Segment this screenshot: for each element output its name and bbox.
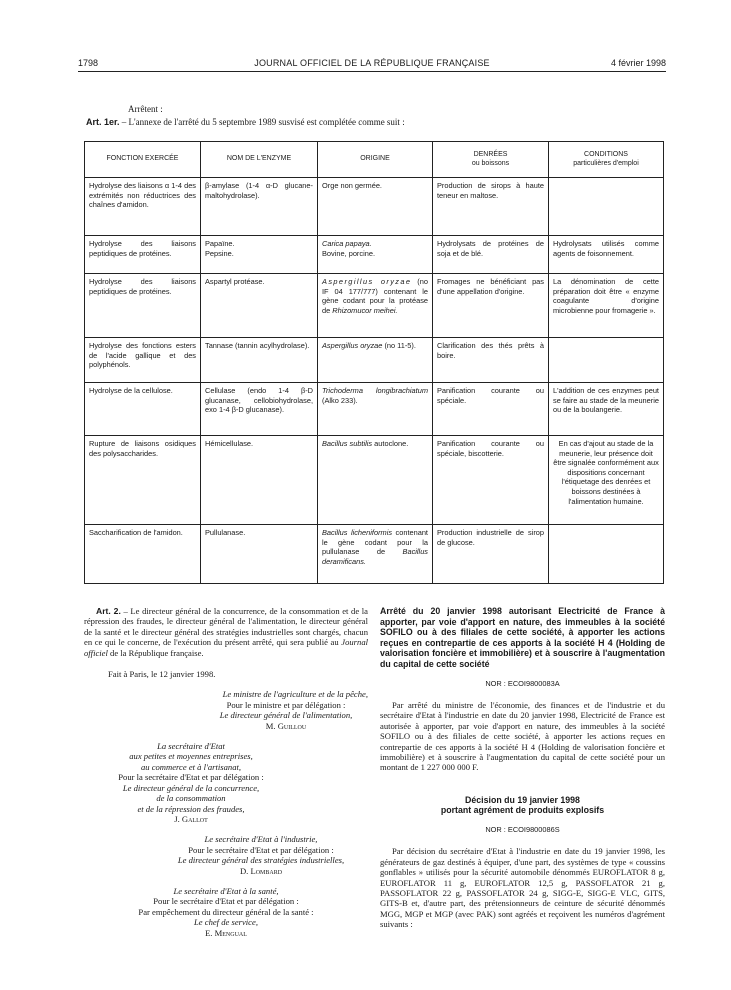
- table-row: [85, 383, 664, 436]
- cell-denrees: Production industrielle de sirop de glucose.: [433, 525, 549, 584]
- cell-fonction: Saccharification de l'amidon.: [85, 525, 201, 584]
- cell-enzyme: β-amylase (1-4 α-D glucane-maltohydrolase).: [201, 178, 318, 236]
- signatory-line: La secrétaire d'Etat: [157, 741, 225, 752]
- cell-denrees: Clarification des thés prêts à boire.: [433, 338, 549, 383]
- table-row: [85, 274, 664, 338]
- signatory-line: Pour la secrétaire d'Etat et par délégation :: [118, 772, 264, 783]
- cell-denrees: Fromages ne bénéficiant pas d'une appellation d'origine.: [433, 274, 549, 338]
- enzyme-line: Pepsine.: [205, 248, 234, 258]
- signature-block-sante: [84, 886, 368, 938]
- article-2: [84, 606, 368, 658]
- article-2-end: de la République française.: [107, 647, 204, 658]
- header-denrees: [433, 142, 549, 178]
- signatory-line: Pour le secrétaire d'Etat et par délégation :: [188, 844, 334, 855]
- origine-line: Bovine, porcine.: [322, 248, 375, 258]
- cell-origine: [318, 338, 433, 383]
- origine-species: Bacillus deramificans.: [322, 547, 428, 566]
- origine-species: Rhizomucor meihei.: [332, 305, 398, 315]
- signatory-line: aux petites et moyennes entreprises,: [129, 751, 253, 762]
- signatory-line: Le secrétaire d'Etat à l'industrie,: [204, 834, 318, 845]
- cell-fonction: Hydrolyse des liaisons peptidiques de protéines.: [85, 274, 201, 338]
- page-number: 1798: [78, 58, 99, 68]
- enzyme-line: Papaïne.: [205, 239, 235, 248]
- decision-19-janvier-body: Par décision du secrétaire d'Etat à l'industrie en date du 19 janvier 1998, les générateurs de gaz destinés à équiper, d'une part, des systèmes de type « coussins gonflables » utilisés pour la sécurité automobile dénommés EUROFLATOR 8 g, EUROFLATOR 11 g, EUROFLATOR 12,5 g, PASSOFLATOR 21 g, PASSOFLATOR 22 g, PASSOFLATOR 24 g, SIGG-E, SIGG-E VLC, GITS, GITS-B et, d'autre part, des prétensionneurs de ceinture de sécurité dénommés MGG, MGP et MGP (avec PAK) sont agréés et reçoivent les numéros d'agrément suivants :: [380, 846, 665, 930]
- signature-block-industrie: [84, 834, 368, 876]
- nor-reference: NOR : ECOI9800083A: [485, 678, 560, 688]
- origine-text: autoclone.: [372, 439, 409, 448]
- article-2-text: – Le directeur général de la concurrence, de la consommation et de la répression des fraudes, le directeur général de l'alimentation, le directeur général de la santé et le directeur général des stratégies industrielles sont chargés, chacun en ce qui le concerne, de l'exécution du présent arrêté, qui sera publié au: [84, 606, 368, 648]
- signatory-line: Le ministre de l'agriculture et de la pêche,: [222, 689, 368, 700]
- header-origine: ORIGINE: [318, 142, 433, 178]
- header-conditions-line1: CONDITIONS: [584, 151, 628, 158]
- signatory-line: Pour le secrétaire d'Etat et par délégation :: [153, 896, 299, 907]
- nor-reference: NOR : ECOI9800086S: [485, 825, 560, 834]
- cell-conditions: [549, 338, 664, 383]
- journal-officiel-ref: Journal officiel: [84, 637, 368, 658]
- origine-species: Aspergillus oryzae: [322, 341, 383, 350]
- arrete-20-janvier-body: Par arrêté du ministre de l'économie, des finances et de l'industrie et du secrétaire d'Etat à l'industrie en date du 20 janvier 1998, Electricité de France est autorisée à apporter, par voie d'apport en nature, des immeubles à la société SOFILO ou à des filiales de cette société, à apporter les actions reçues en contrepartie de ces apports à la société H 4 (Holding de valorisation foncière et immobilière) et à souscrire à l'augmentation du capital de cette société pour un montant de 1 227 000 000 F.: [380, 699, 665, 773]
- decision-19-janvier-title-line2: portant agrément de produits explosifs: [440, 805, 605, 816]
- origine-text: contenant le gène codant pour la pullulanase de: [322, 528, 428, 557]
- cell-denrees: Production de sirops à haute teneur en maltose.: [433, 178, 549, 236]
- signatory-name: D. Lombard: [239, 865, 283, 876]
- cell-conditions: La dénomination de cette préparation doit être « enzyme coagulante d'origine microbienne pour fromagerie ».: [549, 274, 664, 338]
- header-rule: [78, 71, 666, 72]
- cell-denrees: Hydrolysats de protéines de soja et de blé.: [433, 236, 549, 274]
- signatory-line: Le directeur général de la concurrence,: [122, 782, 260, 793]
- cell-enzyme: Hémicellulase.: [201, 436, 318, 525]
- cell-origine: [318, 436, 433, 525]
- header-fonction: FONCTION EXERCÉE: [85, 142, 201, 178]
- origine-species: Bacillus subtilis: [322, 439, 373, 448]
- signatory-line: Le directeur général des stratégies industrielles,: [177, 855, 345, 866]
- origine-species: Trichoderma longibrachiatum: [322, 386, 428, 395]
- origine-species: Bacillus licheniformis: [322, 528, 393, 537]
- enzyme-annex-table: [84, 141, 664, 584]
- table-header-row: [85, 142, 664, 178]
- cell-enzyme: Tannase (tannin acylhydrolase).: [201, 338, 318, 383]
- signatory-line: au commerce et à l'artisanat,: [140, 761, 242, 772]
- cell-origine: [318, 525, 433, 584]
- cell-denrees: Panification courante ou spéciale, biscotterie.: [433, 436, 549, 525]
- cell-fonction: Hydrolyse de la cellulose.: [85, 383, 201, 436]
- signatory-line: Le directeur général de l'alimentation,: [219, 710, 353, 721]
- table-row: [85, 525, 664, 584]
- header-denrees-line2: ou boissons: [471, 159, 510, 167]
- article-1-label: Art. 1er.: [86, 117, 120, 127]
- cell-enzyme: [201, 236, 318, 274]
- signatory-line: et de la répression des fraudes,: [137, 803, 245, 814]
- table-row: [85, 178, 664, 236]
- signatory-name: M. Guillou: [265, 720, 307, 731]
- journal-title: JOURNAL OFFICIEL DE LA RÉPUBLIQUE FRANÇAISE: [254, 58, 490, 68]
- cell-enzyme: Cellulase (endo 1-4 β-D glucanase, cellobiohydrolase, exo 1-4 β-D glucanase).: [201, 383, 318, 436]
- origine-text: (Alko 233).: [322, 395, 358, 405]
- cell-fonction: Rupture de liaisons osidiques des polysaccharides.: [85, 436, 201, 525]
- left-column: [84, 606, 368, 938]
- cell-origine: [318, 274, 433, 338]
- signatory-line: Par empêchement du directeur général de la santé :: [138, 906, 314, 917]
- signatory-name: E. Mengual: [205, 927, 247, 938]
- cell-origine: [318, 383, 433, 436]
- signatory-line: de la consommation: [156, 793, 226, 804]
- article-2-label: Art. 2.: [96, 606, 121, 616]
- article-1-text: – L'annexe de l'arrêté du 5 septembre 1989 susvisé est complétée comme suit :: [119, 117, 405, 127]
- origine-text: (no IF 04 177/777) contenant le gène codant pour la protéase de: [322, 277, 428, 315]
- decision-19-janvier-title-line1: Décision du 19 janvier 1998: [465, 794, 580, 805]
- cell-denrees: Panification courante ou spéciale.: [433, 383, 549, 436]
- header-conditions-line2: particulières d'emploi: [573, 159, 639, 167]
- cell-conditions: En cas d'ajout au stade de la meunerie, leur présence doit être signalée conformément aux dispositions concernant l'étiquetage des denrées et boissons destinées à l'alimentation humaine.: [549, 436, 664, 525]
- origine-species: Aspergillus oryzae: [322, 277, 412, 286]
- cell-enzyme: Aspartyl protéase.: [201, 274, 318, 338]
- issue-date: 4 février 1998: [610, 58, 666, 68]
- page-header: [78, 58, 666, 72]
- cell-conditions: [549, 525, 664, 584]
- arrete-20-janvier-title: Arrêté du 20 janvier 1998 autorisant Electricité de France à apporter, par voie d'apport en nature, des immeubles à la société SOFILO ou à des filiales de cette société, à apporter les actions reçues en contrepartie de ces apports à la société H 4 (Holding de valorisation foncière et immobilière) et à souscrire à l'augmentation du capital de cette société: [380, 606, 665, 669]
- cell-fonction: Hydrolyse des liaisons peptidiques de protéines.: [85, 236, 201, 274]
- signature-block-commerce: [84, 741, 368, 824]
- cell-conditions: Hydrolysats utilisés comme agents de foisonnement.: [549, 236, 664, 274]
- header-conditions: [549, 142, 664, 178]
- signatory-line: Pour le ministre et par délégation :: [226, 699, 346, 710]
- table-row: [85, 236, 664, 274]
- signature-block-agriculture: [84, 689, 368, 731]
- arretent-text: Arrêtent :: [128, 104, 163, 114]
- header-denrees-line1: DENRÉES: [473, 151, 508, 158]
- signatory-name: J. Gallot: [174, 813, 208, 824]
- origine-text: (no 11-5).: [382, 341, 416, 350]
- article-1: [86, 117, 405, 127]
- cell-fonction: Hydrolyse des liaisons α 1-4 des extrémités non réductrices des chaînes d'amidon.: [85, 178, 201, 236]
- origine-line: Carica papaya.: [322, 239, 372, 248]
- header-enzyme: NOM DE L'ENZYME: [201, 142, 318, 178]
- right-column: [380, 606, 665, 930]
- signatory-line: Le secrétaire d'Etat à la santé,: [173, 885, 279, 896]
- table-row: [85, 436, 664, 525]
- cell-fonction: Hydrolyse des fonctions esters de l'acide gallique et des polyphénols.: [85, 338, 201, 383]
- cell-conditions: [549, 178, 664, 236]
- cell-conditions: L'addition de ces enzymes peut se faire au stade de la meunerie ou de la boulangerie.: [549, 383, 664, 436]
- signatory-line: Le chef de service,: [194, 917, 258, 928]
- cell-origine: Orge non germée.: [318, 178, 433, 236]
- cell-origine: [318, 236, 433, 274]
- table-row: [85, 338, 664, 383]
- fait-a-paris: Fait à Paris, le 12 janvier 1998.: [108, 669, 216, 680]
- cell-enzyme: Pullulanase.: [201, 525, 318, 584]
